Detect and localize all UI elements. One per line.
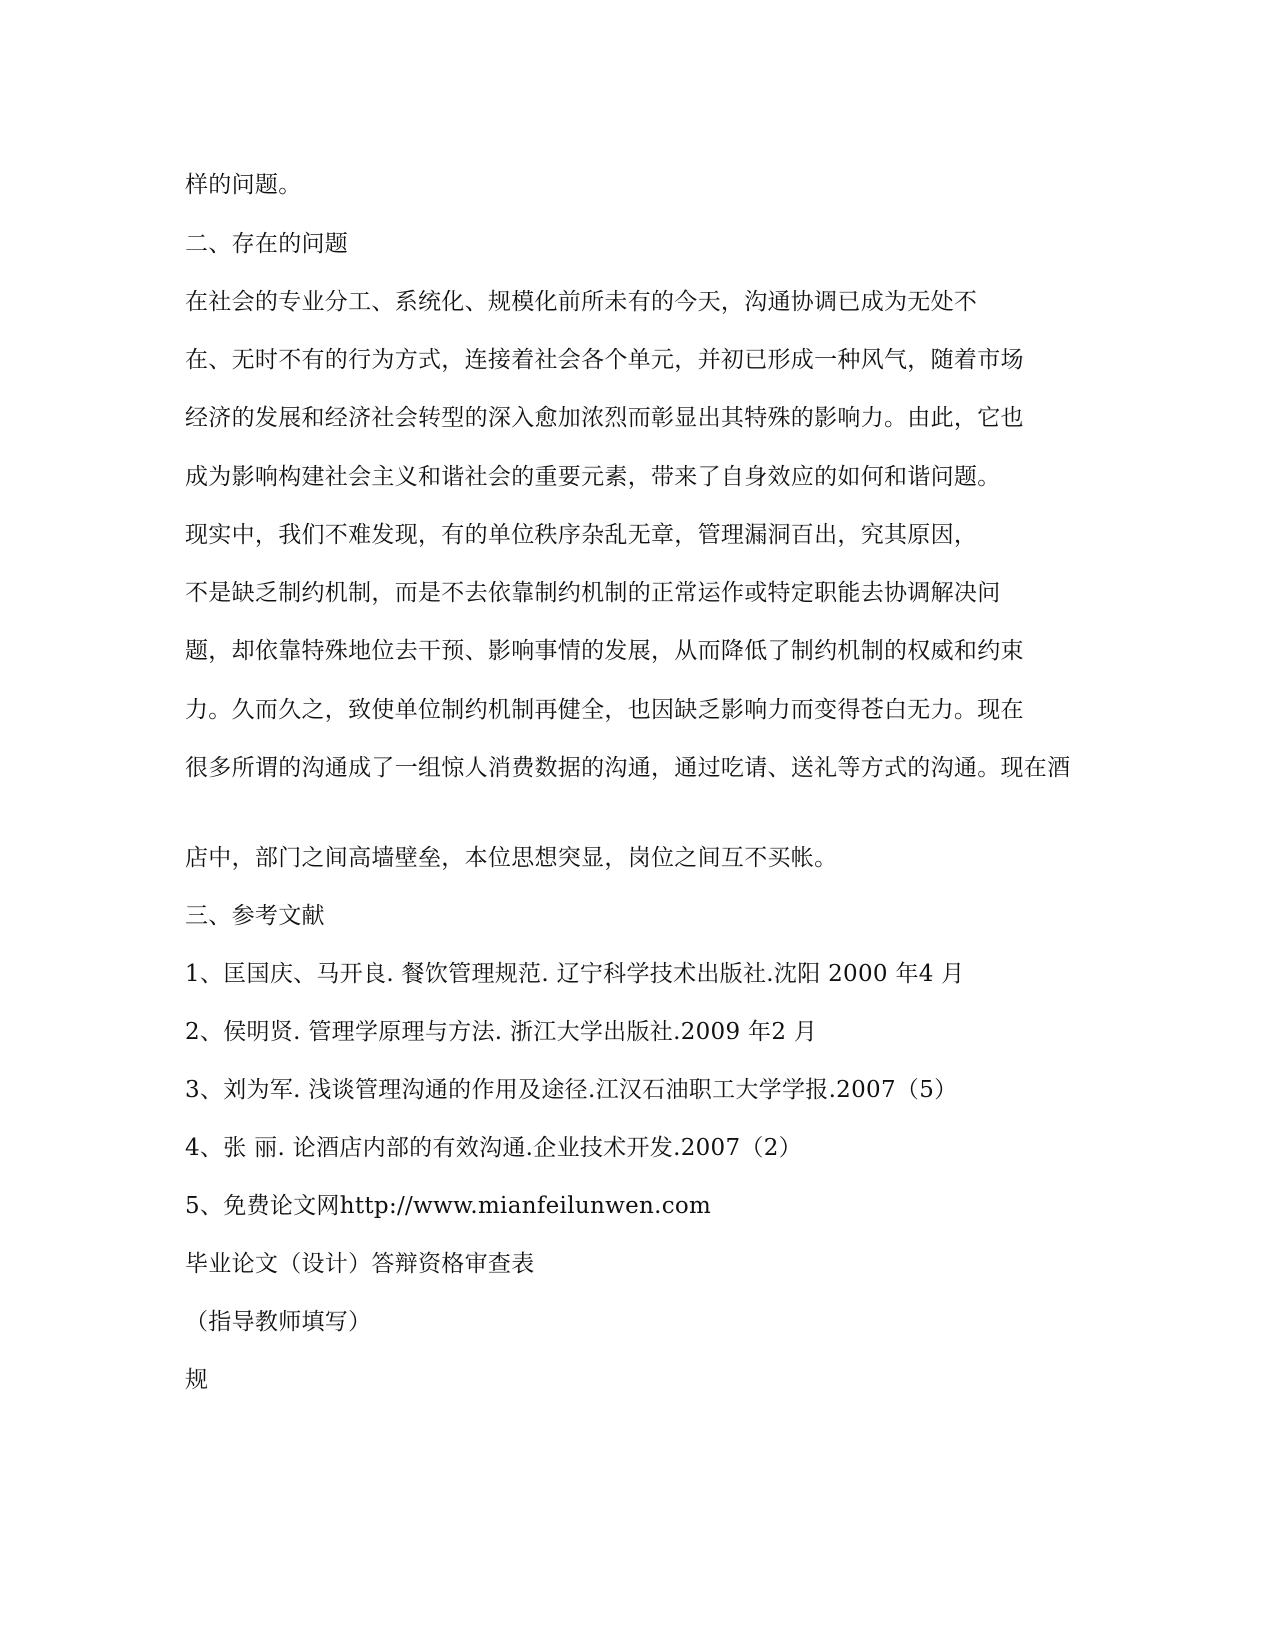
reference-item: 3、刘为军. 浅谈管理沟通的作用及途径.江汉石油职工大学学报.2007（5） xyxy=(185,1077,958,1103)
paragraph-line: 成为影响构建社会主义和谐社会的重要元素，带来了自身效应的如何和谐问题。 xyxy=(185,464,1001,490)
paragraph-line: 经济的发展和经济社会转型的深入愈加浓烈而彰显出其特殊的影响力。由此，它也 xyxy=(185,405,1024,431)
reference-item: 1、匡国庆、马开良. 餐饮管理规范. 辽宁科学技术出版社.沈阳 2000 年4 月 xyxy=(185,961,965,987)
form-subtitle: （指导教师填写） xyxy=(185,1309,372,1335)
form-title: 毕业论文（设计）答辩资格审查表 xyxy=(185,1251,535,1277)
section-heading: 三、参考文献 xyxy=(185,903,325,929)
paragraph-line: 题，却依靠特殊地位去干预、影响事情的发展，从而降低了制约机制的权威和约束 xyxy=(185,638,1024,664)
paragraph-line: 样的问题。 xyxy=(185,172,302,198)
reference-item: 4、张 丽. 论酒店内部的有效沟通.企业技术开发.2007（2） xyxy=(185,1135,802,1161)
paragraph-line: 店中，部门之间高墙壁垒，本位思想突显，岗位之间互不买帐。 xyxy=(185,845,838,871)
paragraph-line: 不是缺乏制约机制，而是不去依靠制约机制的正常运作或特定职能去协调解决问 xyxy=(185,580,1001,606)
paragraph-line: 在、无时不有的行为方式，连接着社会各个单元，并初已形成一种风气，随着市场 xyxy=(185,347,1024,373)
paragraph-line: 很多所谓的沟通成了一组惊人消费数据的沟通，通过吃请、送礼等方式的沟通。现在酒 xyxy=(185,755,1071,781)
paragraph-line: 现实中，我们不难发现，有的单位秩序杂乱无章，管理漏洞百出，究其原因， xyxy=(185,522,978,548)
reference-item: 2、侯明贤. 管理学原理与方法. 浙江大学出版社.2009 年2 月 xyxy=(185,1019,818,1045)
paragraph-line: 规 xyxy=(185,1367,209,1393)
section-heading: 二、存在的问题 xyxy=(185,231,349,257)
paragraph-line: 力。久而久之，致使单位制约机制再健全，也因缺乏影响力而变得苍白无力。现在 xyxy=(185,697,1024,723)
reference-item: 5、免费论文网http://www.mianfeilunwen.com xyxy=(185,1193,712,1219)
paragraph-line: 在社会的专业分工、系统化、规模化前所未有的今天，沟通协调已成为无处不 xyxy=(185,289,978,315)
